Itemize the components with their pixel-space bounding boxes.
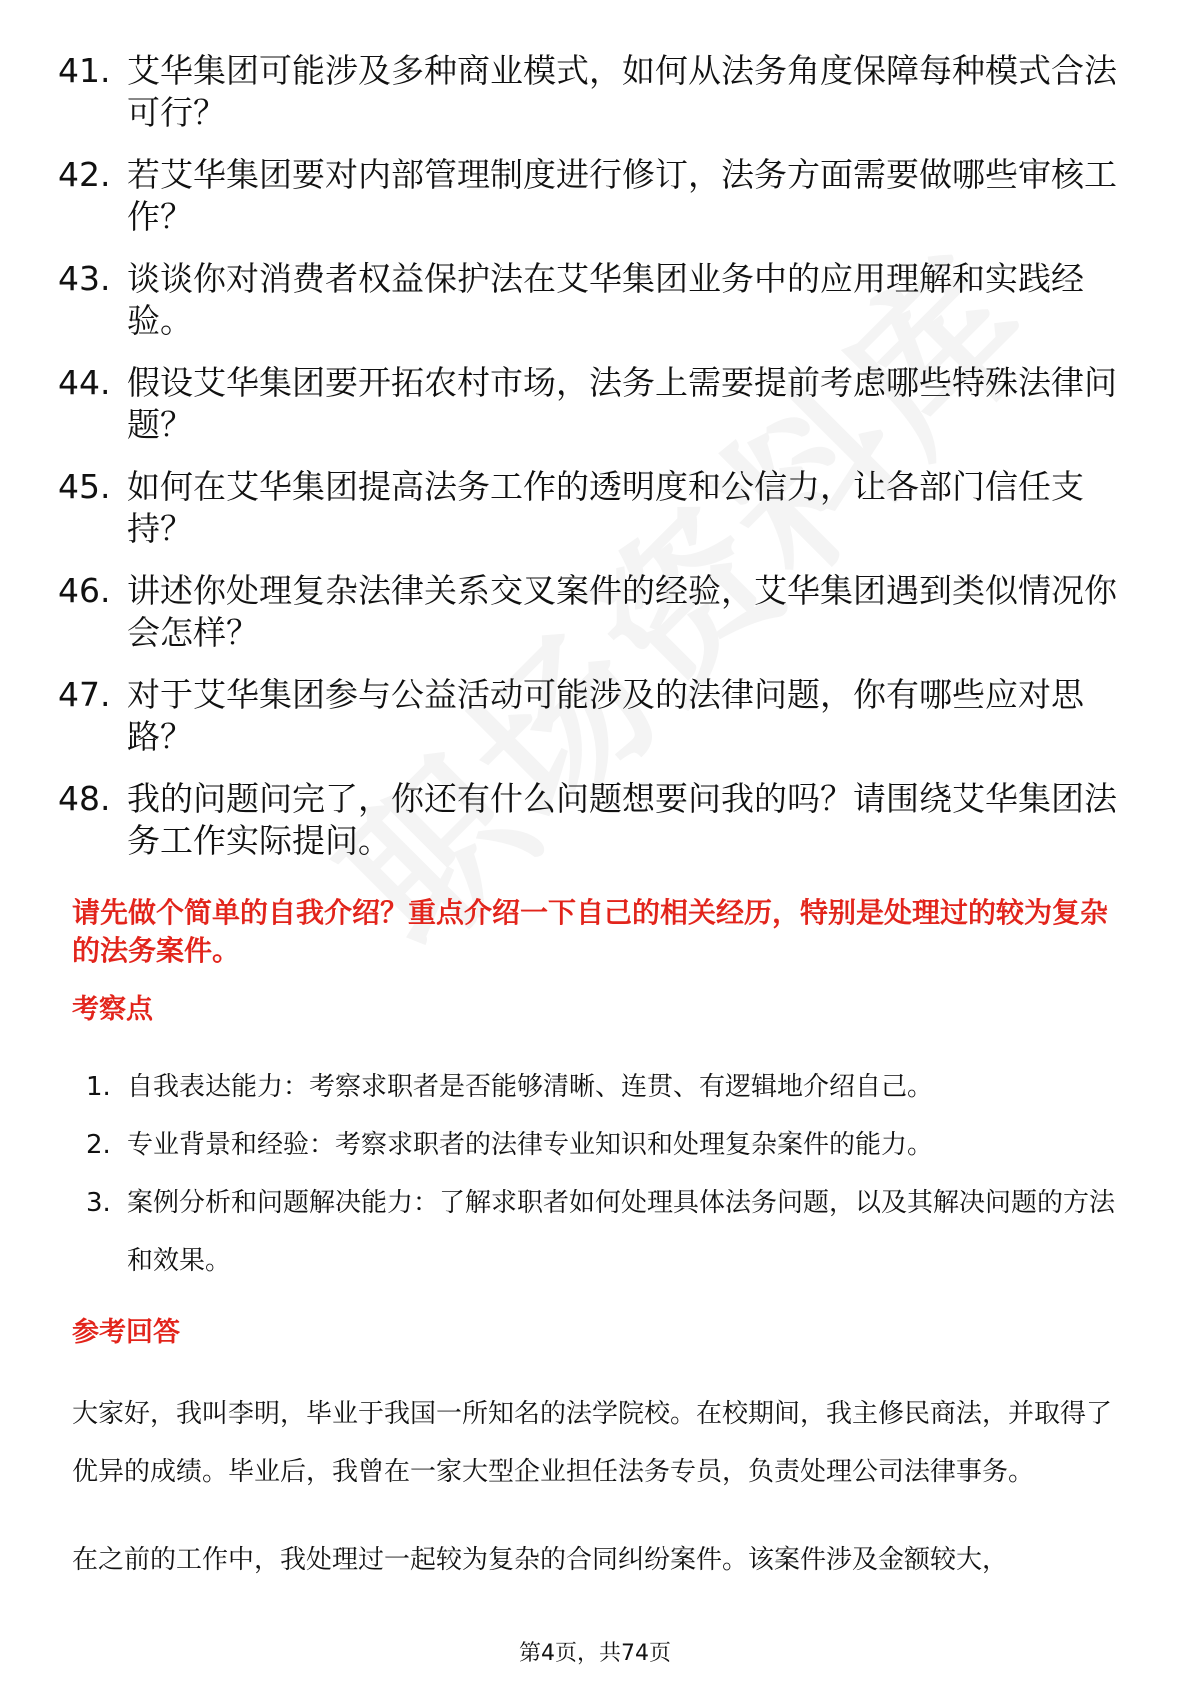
point-number: 3. xyxy=(86,1188,111,1218)
question-text: 若艾华集团要对内部管理制度进行修订，法务方面需要做哪些审核工作？ xyxy=(127,155,1117,236)
page-footer: 第4页，共74页 xyxy=(519,1641,671,1666)
question-list xyxy=(58,50,1118,882)
section-heading-reference-answer: 参考回答 xyxy=(72,1317,180,1348)
section-heading-assessment-points: 考察点 xyxy=(72,994,153,1025)
question-item xyxy=(58,50,1118,134)
question-text: 谈谈你对消费者权益保护法在艾华集团业务中的应用理解和实践经验。 xyxy=(127,259,1084,340)
question-text: 艾华集团可能涉及多种商业模式，如何从法务角度保障每种模式合法可行？ xyxy=(127,51,1117,132)
question-number: 44. xyxy=(58,363,111,402)
assessment-point xyxy=(72,1116,1122,1174)
question-item xyxy=(58,570,1118,654)
question-item xyxy=(58,258,1118,342)
question-text: 我的问题问完了，你还有什么问题想要问我的吗？请围绕艾华集团法务工作实际提问。 xyxy=(127,779,1117,860)
answer-paragraph: 在之前的工作中，我处理过一起较为复杂的合同纠纷案件。该案件涉及金额较大， xyxy=(72,1545,1009,1575)
assessment-point xyxy=(72,1174,1122,1290)
point-number: 1. xyxy=(86,1072,111,1102)
reference-answer xyxy=(72,1385,1122,1619)
point-number: 2. xyxy=(86,1130,111,1160)
question-number: 45. xyxy=(58,467,111,506)
question-item xyxy=(58,154,1118,238)
question-number: 48. xyxy=(58,779,111,818)
question-number: 46. xyxy=(58,571,111,610)
point-text: 案例分析和问题解决能力：了解求职者如何处理具体法务问题，以及其解决问题的方法和效果。 xyxy=(127,1188,1116,1276)
answer-paragraph: 大家好，我叫李明，毕业于我国一所知名的法学院校。在校期间，我主修民商法，并取得了优异的成绩。毕业后，我曾在一家大型企业担任法务专员，负责处理公司法律事务。 xyxy=(72,1399,1113,1487)
assessment-point xyxy=(72,1058,1122,1116)
point-text: 专业背景和经验：考察求职者的法律专业知识和处理复杂案件的能力。 xyxy=(127,1130,934,1160)
question-number: 42. xyxy=(58,155,111,194)
point-text: 自我表达能力：考察求职者是否能够清晰、连贯、有逻辑地介绍自己。 xyxy=(127,1072,934,1102)
assessment-point-list xyxy=(72,1058,1122,1290)
question-item xyxy=(58,362,1118,446)
question-text: 如何在艾华集团提高法务工作的透明度和公信力，让各部门信任支持？ xyxy=(127,467,1084,548)
question-item xyxy=(58,778,1118,862)
question-text: 对于艾华集团参与公益活动可能涉及的法律问题，你有哪些应对思路？ xyxy=(127,675,1084,756)
question-number: 41. xyxy=(58,51,111,90)
interview-question-title: 请先做个简单的自我介绍？重点介绍一下自己的相关经历，特别是处理过的较为复杂的法务案件。 xyxy=(72,896,1109,967)
question-item xyxy=(58,674,1118,758)
question-number: 47. xyxy=(58,675,111,714)
question-item xyxy=(58,466,1118,550)
question-text: 假设艾华集团要开拓农村市场，法务上需要提前考虑哪些特殊法律问题？ xyxy=(127,363,1117,444)
question-number: 43. xyxy=(58,259,111,298)
question-text: 讲述你处理复杂法律关系交叉案件的经验，艾华集团遇到类似情况你会怎样？ xyxy=(127,571,1117,652)
